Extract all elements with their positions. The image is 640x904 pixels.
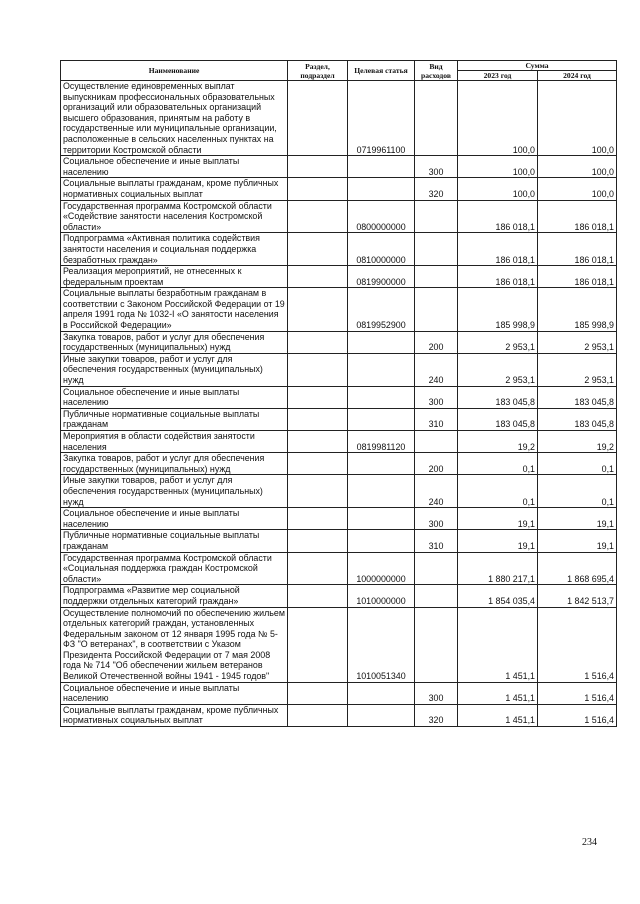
row-expense-kind: 310 — [415, 408, 458, 430]
row-amount-2024: 186 018,1 — [538, 200, 617, 233]
table-row — [61, 331, 617, 353]
row-amount-2023: 1 854 035,4 — [458, 585, 538, 607]
row-target-code: 0819900000 — [348, 266, 415, 288]
row-section — [288, 704, 348, 726]
row-section — [288, 266, 348, 288]
row-amount-2024: 183 045,8 — [538, 408, 617, 430]
row-amount-2023: 1 880 217,1 — [458, 552, 538, 585]
header-sum: Сумма — [458, 61, 617, 71]
table-row — [61, 508, 617, 530]
header-year-2023: 2023 год — [458, 71, 538, 81]
table-row — [61, 178, 617, 200]
row-section — [288, 178, 348, 200]
row-name: Социальное обеспечение и иные выплаты населению — [61, 386, 288, 408]
table-row — [61, 552, 617, 585]
row-section — [288, 156, 348, 178]
row-amount-2023: 19,1 — [458, 530, 538, 552]
row-expense-kind: 240 — [415, 475, 458, 508]
row-expense-kind: 300 — [415, 682, 458, 704]
row-section — [288, 408, 348, 430]
row-amount-2023: 186 018,1 — [458, 200, 538, 233]
row-amount-2024: 185 998,9 — [538, 288, 617, 331]
table-row — [61, 453, 617, 475]
row-amount-2024: 100,0 — [538, 81, 617, 156]
row-amount-2023: 0,1 — [458, 453, 538, 475]
row-expense-kind — [415, 585, 458, 607]
row-amount-2024: 2 953,1 — [538, 353, 617, 386]
row-amount-2023: 183 045,8 — [458, 408, 538, 430]
row-amount-2023: 1 451,1 — [458, 682, 538, 704]
row-expense-kind: 240 — [415, 353, 458, 386]
row-expense-kind: 320 — [415, 178, 458, 200]
row-name: Мероприятия в области содействия занятости населения — [61, 431, 288, 453]
row-amount-2023: 19,2 — [458, 431, 538, 453]
table-body — [61, 81, 617, 727]
row-amount-2024: 1 516,4 — [538, 607, 617, 682]
table-row — [61, 233, 617, 266]
row-expense-kind — [415, 607, 458, 682]
row-expense-kind — [415, 431, 458, 453]
row-target-code — [348, 353, 415, 386]
table-row — [61, 386, 617, 408]
row-amount-2024: 19,1 — [538, 530, 617, 552]
row-expense-kind — [415, 266, 458, 288]
row-amount-2023: 186 018,1 — [458, 233, 538, 266]
row-section — [288, 508, 348, 530]
row-name: Подпрограмма «Развитие мер социальной поддержки отдельных категорий граждан» — [61, 585, 288, 607]
row-target-code — [348, 682, 415, 704]
row-amount-2024: 1 842 513,7 — [538, 585, 617, 607]
row-name: Государственная программа Костромской области «Социальная поддержка граждан Костромской области» — [61, 552, 288, 585]
header-year-2024: 2024 год — [538, 71, 617, 81]
row-expense-kind: 300 — [415, 156, 458, 178]
row-section — [288, 552, 348, 585]
row-target-code — [348, 331, 415, 353]
table-row — [61, 475, 617, 508]
row-amount-2024: 1 868 695,4 — [538, 552, 617, 585]
row-target-code — [348, 178, 415, 200]
row-amount-2024: 2 953,1 — [538, 331, 617, 353]
row-target-code — [348, 475, 415, 508]
row-target-code: 0810000000 — [348, 233, 415, 266]
row-expense-kind: 320 — [415, 704, 458, 726]
row-target-code: 0819952900 — [348, 288, 415, 331]
table-row — [61, 288, 617, 331]
row-amount-2024: 0,1 — [538, 453, 617, 475]
row-section — [288, 475, 348, 508]
row-expense-kind — [415, 200, 458, 233]
row-target-code: 1000000000 — [348, 552, 415, 585]
row-amount-2023: 2 953,1 — [458, 331, 538, 353]
row-name: Социальное обеспечение и иные выплаты населению — [61, 156, 288, 178]
row-amount-2023: 0,1 — [458, 475, 538, 508]
row-amount-2023: 186 018,1 — [458, 266, 538, 288]
row-name: Осуществление единовременных выплат выпускникам профессиональных образовательных организаций или образовательных организаций высшего образования, принятым на работу в государственные или муниципальные организации, расположенные в сельских населенных пунктах на территории Костромской области — [61, 81, 288, 156]
header-kind: Вид расходов — [415, 61, 458, 81]
row-section — [288, 331, 348, 353]
row-amount-2024: 1 516,4 — [538, 682, 617, 704]
row-section — [288, 453, 348, 475]
table-row — [61, 704, 617, 726]
row-amount-2024: 100,0 — [538, 178, 617, 200]
row-section — [288, 288, 348, 331]
row-section — [288, 530, 348, 552]
row-amount-2023: 19,1 — [458, 508, 538, 530]
row-amount-2023: 183 045,8 — [458, 386, 538, 408]
table-row — [61, 353, 617, 386]
row-name: Подпрограмма «Активная политика содействия занятости населения и социальная поддержка безработных граждан» — [61, 233, 288, 266]
row-section — [288, 353, 348, 386]
row-expense-kind: 200 — [415, 453, 458, 475]
table-row — [61, 408, 617, 430]
row-amount-2024: 186 018,1 — [538, 233, 617, 266]
row-name: Закупка товаров, работ и услуг для обеспечения государственных (муниципальных) нужд — [61, 331, 288, 353]
row-amount-2024: 183 045,8 — [538, 386, 617, 408]
row-target-code — [348, 156, 415, 178]
table-row — [61, 200, 617, 233]
row-amount-2024: 19,1 — [538, 508, 617, 530]
page-number: 234 — [582, 837, 597, 848]
row-target-code — [348, 408, 415, 430]
row-target-code: 0800000000 — [348, 200, 415, 233]
row-name: Социальные выплаты гражданам, кроме публичных нормативных социальных выплат — [61, 178, 288, 200]
row-name: Публичные нормативные социальные выплаты гражданам — [61, 530, 288, 552]
row-amount-2023: 100,0 — [458, 81, 538, 156]
row-expense-kind: 200 — [415, 331, 458, 353]
row-section — [288, 585, 348, 607]
row-name: Государственная программа Костромской области «Содействие занятости населения Костромской области» — [61, 200, 288, 233]
row-expense-kind — [415, 552, 458, 585]
row-target-code: 1010000000 — [348, 585, 415, 607]
row-name: Реализация мероприятий, не отнесенных к федеральным проектам — [61, 266, 288, 288]
table-row — [61, 266, 617, 288]
table-row — [61, 530, 617, 552]
row-amount-2023: 2 953,1 — [458, 353, 538, 386]
budget-table — [60, 60, 617, 727]
row-target-code — [348, 453, 415, 475]
row-amount-2024: 0,1 — [538, 475, 617, 508]
row-section — [288, 200, 348, 233]
row-expense-kind: 300 — [415, 508, 458, 530]
row-name: Публичные нормативные социальные выплаты гражданам — [61, 408, 288, 430]
row-expense-kind — [415, 233, 458, 266]
table-row — [61, 585, 617, 607]
row-target-code: 0819981120 — [348, 431, 415, 453]
row-expense-kind: 310 — [415, 530, 458, 552]
row-section — [288, 607, 348, 682]
row-name: Социальные выплаты безработным гражданам в соответствии с Законом Российской Федерации от 19 апреля 1991 года № 1032-I «О занятости населения в Российской Федерации» — [61, 288, 288, 331]
row-amount-2024: 19,2 — [538, 431, 617, 453]
header-target: Целевая статья — [348, 61, 415, 81]
table-row — [61, 156, 617, 178]
row-target-code — [348, 508, 415, 530]
row-expense-kind: 300 — [415, 386, 458, 408]
row-amount-2024: 186 018,1 — [538, 266, 617, 288]
row-section — [288, 386, 348, 408]
row-expense-kind — [415, 81, 458, 156]
row-target-code — [348, 530, 415, 552]
table-row — [61, 682, 617, 704]
row-section — [288, 682, 348, 704]
row-name: Социальные выплаты гражданам, кроме публичных нормативных социальных выплат — [61, 704, 288, 726]
row-target-code — [348, 386, 415, 408]
header-section: Раздел, подраздел — [288, 61, 348, 81]
row-name: Закупка товаров, работ и услуг для обеспечения государственных (муниципальных) нужд — [61, 453, 288, 475]
row-amount-2024: 1 516,4 — [538, 704, 617, 726]
row-section — [288, 431, 348, 453]
row-name: Социальное обеспечение и иные выплаты населению — [61, 682, 288, 704]
row-target-code — [348, 704, 415, 726]
row-name: Социальное обеспечение и иные выплаты населению — [61, 508, 288, 530]
row-name: Иные закупки товаров, работ и услуг для обеспечения государственных (муниципальных) нужд — [61, 353, 288, 386]
row-amount-2023: 100,0 — [458, 156, 538, 178]
header-name: Наименование — [61, 61, 288, 81]
table-row — [61, 81, 617, 156]
row-target-code: 0719961100 — [348, 81, 415, 156]
row-section — [288, 81, 348, 156]
row-section — [288, 233, 348, 266]
row-amount-2023: 1 451,1 — [458, 704, 538, 726]
row-expense-kind — [415, 288, 458, 331]
row-target-code: 1010051340 — [348, 607, 415, 682]
row-amount-2023: 185 998,9 — [458, 288, 538, 331]
row-amount-2023: 1 451,1 — [458, 607, 538, 682]
row-name: Осуществление полномочий по обеспечению жильем отдельных категорий граждан, установленных Федеральным законом от 12 января 1995 года № 5-ФЗ "О ветеранах", в соответствии с Указом Президента Российской Федерации от 7 мая 2008 года № 714 "Об обеспечении жильем ветеранов Великой Отечественной войны 1941 - 1945 годов" — [61, 607, 288, 682]
table-row — [61, 607, 617, 682]
row-amount-2023: 100,0 — [458, 178, 538, 200]
table-row — [61, 431, 617, 453]
row-name: Иные закупки товаров, работ и услуг для обеспечения государственных (муниципальных) нужд — [61, 475, 288, 508]
row-amount-2024: 100,0 — [538, 156, 617, 178]
